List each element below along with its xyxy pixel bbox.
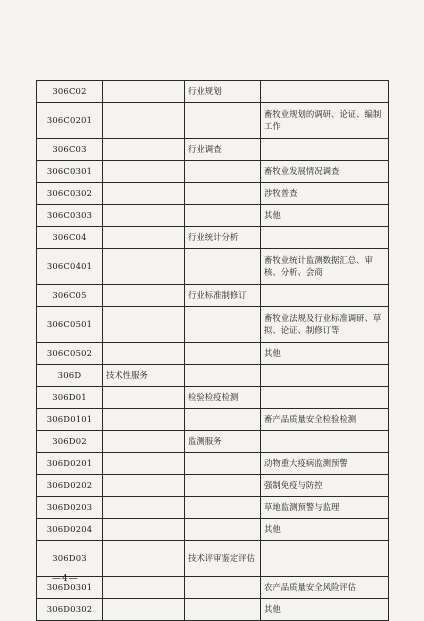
table-row — [37, 343, 389, 365]
table-row — [37, 285, 389, 307]
category-code-cell: 306D0101 — [37, 409, 103, 431]
category-code-cell: 306C02 — [37, 81, 103, 103]
category-code-cell: 306C0201 — [37, 103, 103, 139]
catalog-table-body — [37, 81, 389, 621]
category-code-cell: 306D0301 — [37, 577, 103, 599]
category-code-cell: 306C0303 — [37, 205, 103, 227]
category-code-cell: 306D0201 — [37, 453, 103, 475]
level3-category-cell — [185, 577, 261, 599]
category-code-cell: 306D03 — [37, 541, 103, 577]
level4-category-cell — [261, 285, 389, 307]
category-code-cell: 306D0302 — [37, 599, 103, 621]
level3-category-cell — [185, 249, 261, 285]
level4-category-cell — [261, 227, 389, 249]
level4-category-cell: 动物重大疫病监测预警 — [261, 453, 389, 475]
level2-category-cell — [103, 475, 185, 497]
table-row — [37, 599, 389, 621]
category-code-cell: 306C0401 — [37, 249, 103, 285]
table-row — [37, 81, 389, 103]
level2-category-cell — [103, 205, 185, 227]
level4-category-cell: 强制免疫与防控 — [261, 475, 389, 497]
level4-category-cell: 草地监测预警与监理 — [261, 497, 389, 519]
category-code-cell: 306D02 — [37, 431, 103, 453]
table-row — [37, 497, 389, 519]
table-row — [37, 205, 389, 227]
level4-category-cell — [261, 139, 389, 161]
level2-category-cell — [103, 161, 185, 183]
level3-category-cell — [185, 409, 261, 431]
level3-category-cell — [185, 343, 261, 365]
level3-category-cell: 行业统计分析 — [185, 227, 261, 249]
category-code-cell: 306C0301 — [37, 161, 103, 183]
level4-category-cell — [261, 81, 389, 103]
category-code-cell: 306D01 — [37, 387, 103, 409]
level3-category-cell — [185, 497, 261, 519]
level2-category-cell — [103, 387, 185, 409]
level4-category-cell: 涉牧普查 — [261, 183, 389, 205]
level3-category-cell: 行业规划 — [185, 81, 261, 103]
level4-category-cell: 畜牧业法规及行业标准调研、草拟、论证、制修订等 — [261, 307, 389, 343]
service-catalog-table — [36, 80, 389, 621]
table-row — [37, 519, 389, 541]
table-row — [37, 475, 389, 497]
level3-category-cell — [185, 103, 261, 139]
level4-category-cell — [261, 365, 389, 387]
table-row — [37, 139, 389, 161]
table-row — [37, 183, 389, 205]
table-row — [37, 103, 389, 139]
level2-category-cell — [103, 285, 185, 307]
level3-category-cell — [185, 453, 261, 475]
level2-category-cell — [103, 249, 185, 285]
table-row — [37, 249, 389, 285]
level2-category-cell — [103, 81, 185, 103]
table-row — [37, 161, 389, 183]
table-row — [37, 365, 389, 387]
table-row — [37, 409, 389, 431]
level2-category-cell — [103, 227, 185, 249]
level3-category-cell: 行业标准制修订 — [185, 285, 261, 307]
category-code-cell: 306D — [37, 365, 103, 387]
level3-category-cell — [185, 475, 261, 497]
level2-category-cell — [103, 541, 185, 577]
category-code-cell: 306C03 — [37, 139, 103, 161]
level2-category-cell — [103, 431, 185, 453]
category-code-cell: 306C04 — [37, 227, 103, 249]
level4-category-cell: 畜产品质量安全检验检测 — [261, 409, 389, 431]
level2-category-cell — [103, 577, 185, 599]
level4-category-cell: 其他 — [261, 519, 389, 541]
level4-category-cell — [261, 387, 389, 409]
level2-category-cell — [103, 139, 185, 161]
level4-category-cell — [261, 431, 389, 453]
level4-category-cell: 农产品质量安全风险评估 — [261, 577, 389, 599]
table-row — [37, 453, 389, 475]
category-code-cell: 306D0202 — [37, 475, 103, 497]
level3-category-cell: 检验检疫检测 — [185, 387, 261, 409]
level4-category-cell — [261, 541, 389, 577]
level2-category-cell: 技术性服务 — [103, 365, 185, 387]
level2-category-cell — [103, 599, 185, 621]
category-code-cell: 306D0203 — [37, 497, 103, 519]
level3-category-cell: 行业调查 — [185, 139, 261, 161]
table-row — [37, 577, 389, 599]
level2-category-cell — [103, 453, 185, 475]
category-code-cell: 306D0204 — [37, 519, 103, 541]
level4-category-cell: 畜牧业统计监测数据汇总、审核、分析、会商 — [261, 249, 389, 285]
level3-category-cell: 监测服务 — [185, 431, 261, 453]
table-row — [37, 541, 389, 577]
level2-category-cell — [103, 103, 185, 139]
level3-category-cell: 技术评审鉴定评估 — [185, 541, 261, 577]
category-code-cell: 306C0302 — [37, 183, 103, 205]
level3-category-cell — [185, 183, 261, 205]
level2-category-cell — [103, 497, 185, 519]
level4-category-cell: 畜牧业发展情况调查 — [261, 161, 389, 183]
table-row — [37, 307, 389, 343]
level3-category-cell — [185, 307, 261, 343]
level3-category-cell — [185, 599, 261, 621]
category-code-cell: 306C0502 — [37, 343, 103, 365]
category-code-cell: 306C05 — [37, 285, 103, 307]
level2-category-cell — [103, 183, 185, 205]
table-row — [37, 227, 389, 249]
table-row — [37, 431, 389, 453]
level3-category-cell — [185, 365, 261, 387]
level4-category-cell: 其他 — [261, 343, 389, 365]
level3-category-cell — [185, 205, 261, 227]
level2-category-cell — [103, 519, 185, 541]
level3-category-cell — [185, 161, 261, 183]
level2-category-cell — [103, 343, 185, 365]
category-code-cell: 306C0501 — [37, 307, 103, 343]
level4-category-cell: 畜牧业规划的调研、论证、编制工作 — [261, 103, 389, 139]
level3-category-cell — [185, 519, 261, 541]
level4-category-cell: 其他 — [261, 205, 389, 227]
level2-category-cell — [103, 409, 185, 431]
page-number: —4— — [52, 574, 79, 584]
level4-category-cell: 其他 — [261, 599, 389, 621]
table-row — [37, 387, 389, 409]
level2-category-cell — [103, 307, 185, 343]
